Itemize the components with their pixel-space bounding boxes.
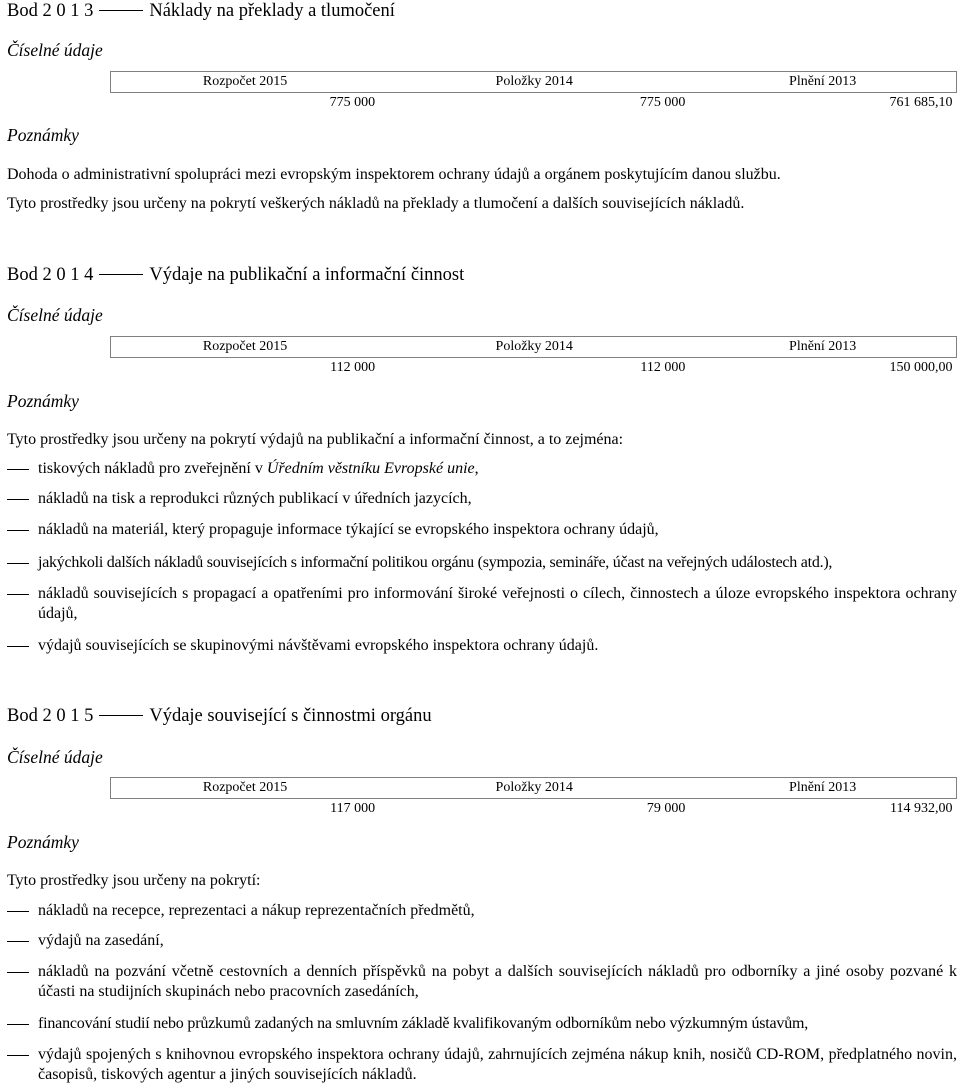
dash-bullet: [7, 646, 29, 647]
intro-paragraph: Tyto prostředky jsou určeny na pokrytí výdajů na publikační a informační činnost, a to zejména:: [7, 431, 624, 448]
figures-header-row: [111, 72, 957, 93]
figures-table: [110, 336, 957, 378]
figures-header-row: [111, 337, 957, 358]
bod-number: Bod 2 0 1 5: [7, 706, 94, 726]
section-title: Náklady na překlady a tlumočení: [149, 1, 395, 21]
section-heading-2014: [7, 264, 957, 286]
section-heading-2015: [7, 705, 957, 727]
section-heading-2013: [7, 0, 957, 22]
label-figures: Číselné údaje: [7, 40, 103, 60]
dash-bullet: [7, 594, 29, 595]
heading-dash: [99, 274, 143, 275]
heading-dash: [99, 715, 143, 716]
dash-bullet: [7, 1024, 29, 1025]
list-item: výdajů na zasedání,: [7, 931, 957, 951]
header-outturn: Plnění 2013: [689, 778, 956, 799]
figures-table: [110, 777, 957, 819]
header-appropriations: Položky 2014: [379, 337, 689, 358]
list-item: nákladů na tisk a reprodukci různých publikací v úředních jazycích,: [7, 489, 957, 509]
value-appropriations: 112 000: [379, 358, 689, 379]
figures-value-row: [111, 799, 957, 820]
paragraph: Dohoda o administrativní spolupráci mezi evropským inspektorem ochrany údajů a orgánem poskytujícím danou službu.: [7, 166, 781, 183]
value-budget: 112 000: [111, 358, 380, 379]
header-budget: Rozpočet 2015: [111, 337, 380, 358]
value-budget: 775 000: [111, 93, 380, 114]
value-outturn: 114 932,00: [689, 799, 956, 820]
dash-bullet: [7, 972, 29, 973]
value-appropriations: 79 000: [379, 799, 689, 820]
figures-value-row: [111, 358, 957, 379]
bod-number: Bod 2 0 1 3: [7, 1, 94, 21]
value-outturn: 150 000,00: [689, 358, 956, 379]
list-item: nákladů souvisejících s propagací a opatřeními pro informování široké veřejnosti o cílech, činnostech a úloze evropského inspektora ochrany údajů,: [7, 584, 957, 624]
list-item: nákladů na pozvání včetně cestovních a denních příspěvků na pobyt a dalších souvisejících nákladů pro odborníky a jiné osoby pozvané k účasti na studijních skupinách nebo pracovních zasedáních,: [7, 962, 957, 1002]
header-appropriations: Položky 2014: [379, 72, 689, 93]
label-notes: Poznámky: [7, 391, 79, 411]
header-appropriations: Položky 2014: [379, 778, 689, 799]
dash-bullet: [7, 499, 29, 500]
list-item: financování studií nebo průzkumů zadaných na smluvním základě kvalifikovaným odborníkům nebo výzkumným ústavům,: [7, 1014, 957, 1034]
dash-bullet: [7, 941, 29, 942]
dash-bullet: [7, 530, 29, 531]
header-budget: Rozpočet 2015: [111, 72, 380, 93]
label-notes: Poznámky: [7, 125, 79, 145]
dash-bullet: [7, 563, 29, 564]
label-notes: Poznámky: [7, 832, 79, 852]
dash-bullet: [7, 1055, 29, 1056]
list-item: výdajů spojených s knihovnou evropského inspektora ochrany údajů, zahrnujících zejména nákup knih, nosičů CD-ROM, předplatného novin, časopisů, tiskových agentur a jiných souvisejících nákladů.: [7, 1045, 957, 1085]
value-appropriations: 775 000: [379, 93, 689, 114]
figures-value-row: [111, 93, 957, 114]
value-budget: 117 000: [111, 799, 380, 820]
list-item: nákladů na materiál, který propaguje informace týkající se evropského inspektora ochrany údajů,: [7, 520, 957, 540]
list-item: jakýchkoli dalších nákladů souvisejících s informační politikou orgánu (sympozia, semináře, účast na veřejných událostech atd.),: [7, 553, 957, 573]
value-outturn: 761 685,10: [689, 93, 956, 114]
header-outturn: Plnění 2013: [689, 72, 956, 93]
intro-paragraph: Tyto prostředky jsou určeny na pokrytí:: [7, 872, 261, 889]
list-item: tiskových nákladů pro zveřejnění v Úředním věstníku Evropské unie,: [7, 459, 957, 479]
header-outturn: Plnění 2013: [689, 337, 956, 358]
dash-bullet: [7, 911, 29, 912]
heading-dash: [99, 10, 143, 11]
section-title: Výdaje související s činnostmi orgánu: [149, 706, 432, 726]
figures-header-row: [111, 778, 957, 799]
paragraph: Tyto prostředky jsou určeny na pokrytí veškerých nákladů na překlady a tlumočení a dalších souvisejících nákladů.: [7, 195, 745, 212]
bod-number: Bod 2 0 1 4: [7, 265, 94, 285]
dash-bullet: [7, 469, 29, 470]
section-title: Výdaje na publikační a informační činnost: [149, 265, 465, 285]
list-item: nákladů na recepce, reprezentaci a nákup reprezentačních předmětů,: [7, 901, 957, 921]
header-budget: Rozpočet 2015: [111, 778, 380, 799]
label-figures: Číselné údaje: [7, 305, 103, 325]
label-figures: Číselné údaje: [7, 747, 103, 767]
oj-reference: Úředním věstníku Evropské unie: [266, 460, 475, 477]
figures-table: [110, 71, 957, 113]
list-item: výdajů souvisejících se skupinovými návštěvami evropského inspektora ochrany údajů.: [7, 636, 957, 656]
